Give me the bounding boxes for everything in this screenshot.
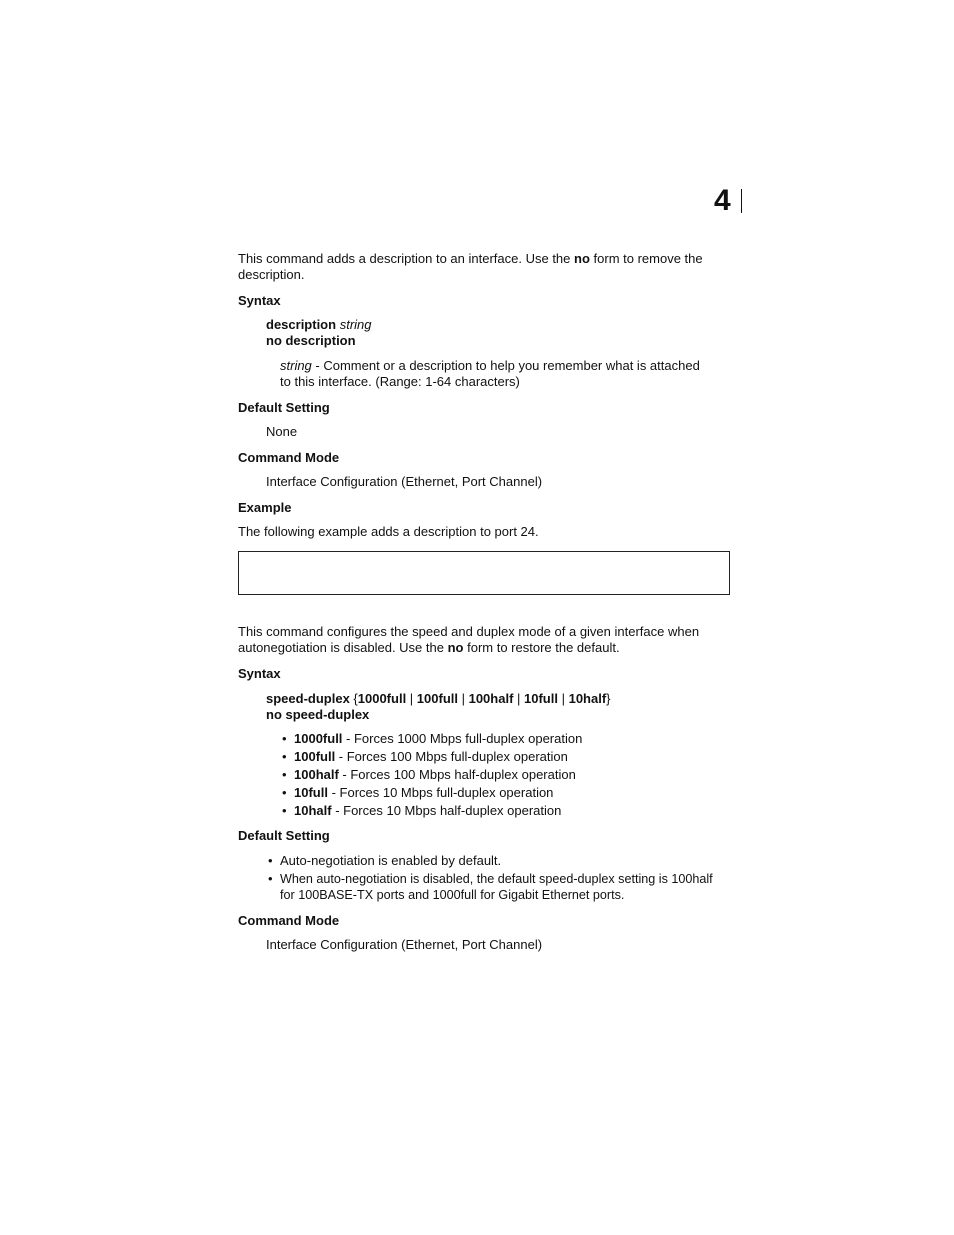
syntax-separator: | (457, 691, 469, 706)
default-setting-value: None (266, 424, 298, 439)
parameter-description (280, 358, 728, 390)
syntax-option: 10full (524, 691, 558, 706)
list-item: When auto-negotiation is disabled, the default speed-duplex setting is 100half for 100BASE-TX ports and 1000full for Gigabit Ethernet ports. (280, 872, 713, 902)
syntax-option: 100half (468, 691, 514, 706)
bullet-icon: • (268, 853, 273, 868)
syntax-separator: | (406, 691, 417, 706)
syntax-command (266, 317, 372, 333)
list-item (294, 749, 568, 765)
list-item (294, 803, 561, 819)
intro-text: This command configures the speed and duplex mode of a given interface when (238, 624, 700, 639)
syntax-option: 1000full (357, 691, 407, 706)
syntax-separator: | (557, 691, 569, 706)
syntax-no-command: no speed-duplex (266, 707, 370, 722)
syntax-separator: | (513, 691, 525, 706)
syntax-keyword: description (266, 317, 337, 332)
syntax-command (266, 691, 611, 707)
command-mode-value: Interface Configuration (Ethernet, Port Channel) (266, 937, 543, 952)
syntax-option: 10half (568, 691, 607, 706)
intro-text: This command adds a description to an interface. Use the (238, 251, 575, 266)
chapter-divider (741, 189, 742, 213)
syntax-option: 100full (416, 691, 458, 706)
option-name: 100half (294, 767, 339, 782)
default-setting-heading: Default Setting (238, 828, 330, 843)
option-name: 10half (294, 803, 332, 818)
parameter-name: string (280, 358, 312, 373)
list-item (294, 767, 576, 783)
option-desc: - Forces 10 Mbps full-duplex operation (327, 785, 554, 800)
option-name: 1000full (294, 731, 343, 746)
bullet-icon: • (282, 749, 287, 764)
option-name: 100full (294, 749, 336, 764)
option-desc: - Forces 10 Mbps half-duplex operation (331, 803, 562, 818)
intro-text-line2: autonegotiation is disabled. Use the (238, 640, 448, 655)
option-desc: - Forces 1000 Mbps full-duplex operation (342, 731, 583, 746)
example-heading: Example (238, 500, 292, 515)
command-mode-heading: Command Mode (238, 450, 340, 465)
list-item (294, 785, 553, 801)
syntax-no-command: no description (266, 333, 356, 348)
speed-duplex-intro (238, 624, 728, 656)
option-desc: - Forces 100 Mbps full-duplex operation (335, 749, 568, 764)
list-item (294, 731, 582, 747)
syntax-brace-open: { (349, 691, 358, 706)
option-name: 10full (294, 785, 328, 800)
command-mode-value: Interface Configuration (Ethernet, Port Channel) (266, 474, 543, 489)
syntax-keyword: speed-duplex (266, 691, 350, 706)
intro-no-keyword: no (447, 640, 464, 655)
intro-text-end: form to remove the (589, 251, 703, 266)
bullet-icon: • (282, 803, 287, 818)
option-desc: - Forces 100 Mbps half-duplex operation (338, 767, 576, 782)
example-code-box (238, 551, 730, 595)
command-mode-heading: Command Mode (238, 913, 340, 928)
syntax-heading: Syntax (238, 666, 281, 681)
syntax-argument: string (339, 317, 372, 332)
example-text: The following example adds a description to port 24. (238, 524, 539, 539)
bullet-icon: • (282, 785, 287, 800)
default-setting-heading: Default Setting (238, 400, 330, 415)
intro-text-line2: description. (238, 267, 305, 282)
syntax-heading: Syntax (238, 293, 281, 308)
bullet-icon: • (268, 871, 273, 886)
description-intro (238, 251, 728, 283)
intro-no-keyword: no (574, 251, 590, 266)
parameter-text: - Comment or a description to help you remember what is attached (311, 358, 700, 373)
chapter-number: 4 (714, 184, 731, 217)
list-item: Auto-negotiation is enabled by default. (280, 853, 502, 868)
parameter-text-line2: to this interface. (Range: 1-64 characters) (280, 374, 520, 389)
intro-text-end: form to restore the default. (463, 640, 620, 655)
bullet-icon: • (282, 767, 287, 782)
syntax-brace-close: } (606, 691, 611, 706)
bullet-icon: • (282, 731, 287, 746)
